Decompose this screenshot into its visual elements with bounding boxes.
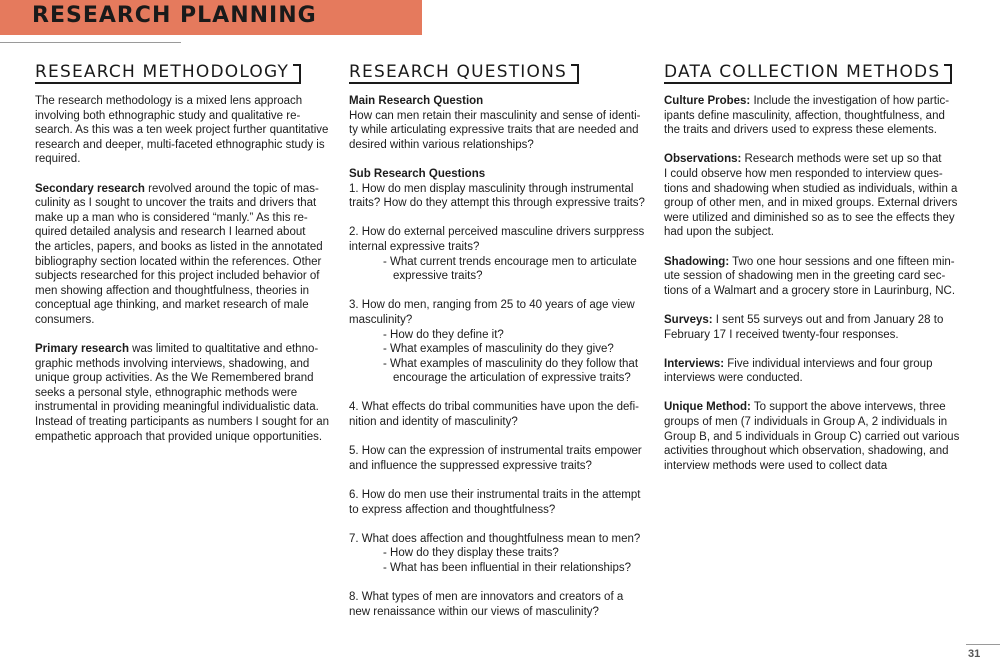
methodology-heading-text: RESEARCH METHODOLOGY [35, 62, 290, 82]
unique-method-paragraph: Unique Method: To support the above intervews, three groups of men (7 individuals in Group A, 2 individuals in Group B, and 5 individuals in Group C) carried out various activities throughout which observation, shadowing, and interview methods were used to collect data [664, 401, 960, 472]
culture-probes-label: Culture Probes: [664, 95, 751, 107]
collection-heading-text: DATA COLLECTION METHODS [664, 62, 941, 82]
sub-question-5: 5. How can the expression of instrumental traits empower and influence the suppressed expressive traits? [349, 445, 642, 472]
secondary-research-paragraph: Secondary research revolved around the topic of mas- culinity as I sought to uncover the traits and drivers that make up a man who is considered “manly.” As this re- quired detailed analysis and research I learned about the articles, papers, and books as listed in the annotated bibliography section located within the references. Other subjects researched for this project included behavior of men showing affection and thoughtfulness, theories in conceptual age thinking, and market research of male consumers. [35, 182, 323, 326]
questions-body [349, 94, 651, 619]
methodology-intro: The research methodology is a mixed lens approach involving both ethnographic study and qualitative re- search. As this was a ten week project further quantitative research and deeper, multi-faceted ethnographic study is required. [35, 95, 329, 166]
page-title: RESEARCH PLANNING [32, 3, 317, 28]
sub-question-6: 6. How do men use their instrumental traits in the attempt to express affection and thoughtfulness? [349, 489, 641, 516]
main-question: Main Research Question How can men retain their masculinity and sense of identi- ty while articulating expressive traits that are needed and desired within various relationships? [349, 94, 651, 152]
page-number: 31 [968, 648, 981, 660]
observations-label: Observations: [664, 153, 742, 166]
observations-paragraph: Observations: Research methods were set up so that I could observe how men responded to interview ques- tions and shadowing when studied as individuals, within a group of other men, and in mixed groups. External drivers were utilized and diminished so as to see the effects they had upon the subject. [664, 153, 958, 239]
questions-heading-text: RESEARCH QUESTIONS [349, 62, 567, 82]
sub-question-3: 3. How do men, ranging from 25 to 40 years of age view masculinity? - How do they define it? - What examples of masculinity do they give? - What examples of masculinity do they follow that encourage the articulation of expressive traits? [349, 299, 639, 385]
title-underline [0, 42, 181, 43]
methodology-body [35, 94, 335, 444]
collection-column [664, 60, 968, 488]
unique-method-label: Unique Method: [664, 401, 751, 414]
sub-question-7: 7. What does affection and thoughtfulness mean to men? - How do they display these traits? - What has been influential in their relationships? [349, 532, 641, 574]
primary-research-label: Primary research [35, 343, 129, 356]
shadowing-paragraph: Shadowing: Two one hour sessions and one fifteen min- ute session of shadowing men in the greeting card sec- tions of a Walmart and a grocery store in Laurinburg, NC. [664, 255, 956, 297]
sub-questions-label: Sub Research Questions [349, 167, 486, 180]
sub-question-4: 4. What effects do tribal communities have upon the defi- nition and identity of masculinity? [349, 401, 639, 429]
interviews-paragraph: Interviews: Five individual interviews and four group interviews were conducted. [664, 357, 933, 385]
page-number-rule [966, 644, 1000, 645]
sub-question-1: Sub Research Questions 1. How do men display masculinity through instrumental traits? How do they attempt this through expressive traits? [349, 167, 651, 211]
surveys-paragraph: Surveys: I sent 55 surveys out and from January 28 to February 17 I received twenty-four responses. [664, 313, 944, 341]
culture-probes-paragraph: Culture Probes: Include the investigation of how partic- ipants define masculinity, affection, thoughtfulness, and the traits and drivers used to express these elements. [664, 95, 950, 137]
methodology-column [35, 60, 335, 459]
secondary-research-label: Secondary research [35, 182, 145, 195]
collection-body [664, 94, 968, 473]
main-question-label: Main Research Question [349, 95, 484, 107]
methodology-heading [35, 60, 301, 84]
heading-bracket [571, 64, 579, 84]
shadowing-label: Shadowing: [664, 255, 730, 268]
sub-question-2: 2. How do external perceived masculine drivers surppress internal expressive traits? - What current trends encourage men to articulate expressive traits? [349, 226, 645, 283]
interviews-label: Interviews: [664, 357, 725, 370]
sub-question-8: 8. What types of men are innovators and creators of a new renaissance within our views of masculinity? [349, 591, 624, 618]
collection-heading [664, 60, 952, 84]
heading-bracket [293, 64, 301, 84]
questions-heading [349, 60, 579, 84]
surveys-label: Surveys: [664, 313, 713, 326]
questions-column [349, 60, 651, 634]
heading-bracket [944, 64, 952, 84]
primary-research-paragraph: Primary research was limited to qualtitative and ethno- graphic methods involving interviews, shadowing, and unique group activities. As the We Remembered brand seeks a personal style, ethnographic methods were instrumental in providing meaningful individualistic data. Instead of treating participants as numbers I sought for an empathetic approach that provided unique opportunities. [35, 343, 330, 443]
